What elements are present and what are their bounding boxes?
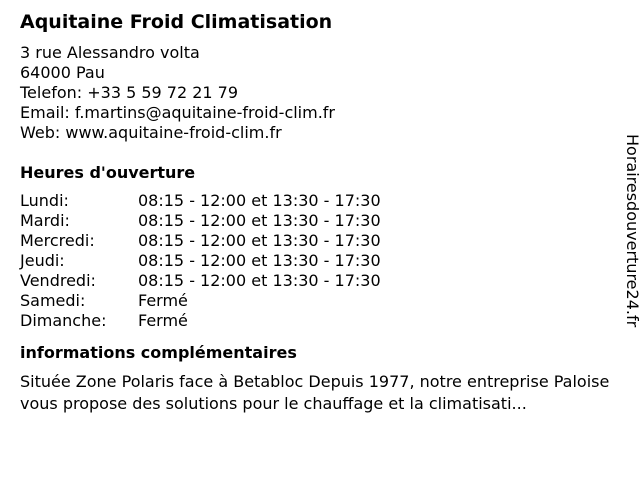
day-hours: 08:15 - 12:00 et 13:30 - 17:30	[138, 211, 381, 230]
day-label: Lundi:	[20, 191, 69, 210]
phone-line: Telefon: +33 5 59 72 21 79	[20, 83, 239, 102]
day-hours: 08:15 - 12:00 et 13:30 - 17:30	[138, 191, 381, 210]
hours-row-monday	[20, 191, 381, 211]
business-name: Aquitaine Froid Climatisation	[20, 11, 333, 33]
opening-hours-title: Heures d'ouverture	[20, 163, 196, 182]
opening-hours-table	[20, 191, 381, 331]
site-brand-watermark: Horairesdouverture24.fr	[623, 134, 642, 328]
day-hours: 08:15 - 12:00 et 13:30 - 17:30	[138, 231, 381, 250]
day-hours: 08:15 - 12:00 et 13:30 - 17:30	[138, 251, 381, 270]
hours-row-thursday	[20, 251, 381, 271]
day-label: Vendredi:	[20, 271, 96, 290]
day-label: Samedi:	[20, 291, 86, 310]
day-label: Mercredi:	[20, 231, 95, 250]
day-label: Mardi:	[20, 211, 70, 230]
business-card	[20, 10, 620, 415]
address-city: 64000 Pau	[20, 63, 105, 82]
hours-row-friday	[20, 271, 381, 291]
day-label: Jeudi:	[20, 251, 65, 270]
hours-row-sunday	[20, 311, 381, 331]
additional-info-title: informations complémentaires	[20, 343, 297, 362]
additional-info-text: Située Zone Polaris face à Betabloc Depuis 1977, notre entreprise Paloise vous propose des solutions pour le chauffage et la climatisati...	[20, 372, 610, 413]
email-line: Email: f.martins@aquitaine-froid-clim.fr	[20, 103, 336, 122]
hours-row-tuesday	[20, 211, 381, 231]
address-street: 3 rue Alessandro volta	[20, 43, 200, 62]
day-hours: Fermé	[138, 311, 188, 330]
day-hours: Fermé	[138, 291, 188, 310]
website-line: Web: www.aquitaine-froid-clim.fr	[20, 123, 282, 142]
hours-row-wednesday	[20, 231, 381, 251]
day-label: Dimanche:	[20, 311, 107, 330]
hours-row-saturday	[20, 291, 381, 311]
day-hours: 08:15 - 12:00 et 13:30 - 17:30	[138, 271, 381, 290]
